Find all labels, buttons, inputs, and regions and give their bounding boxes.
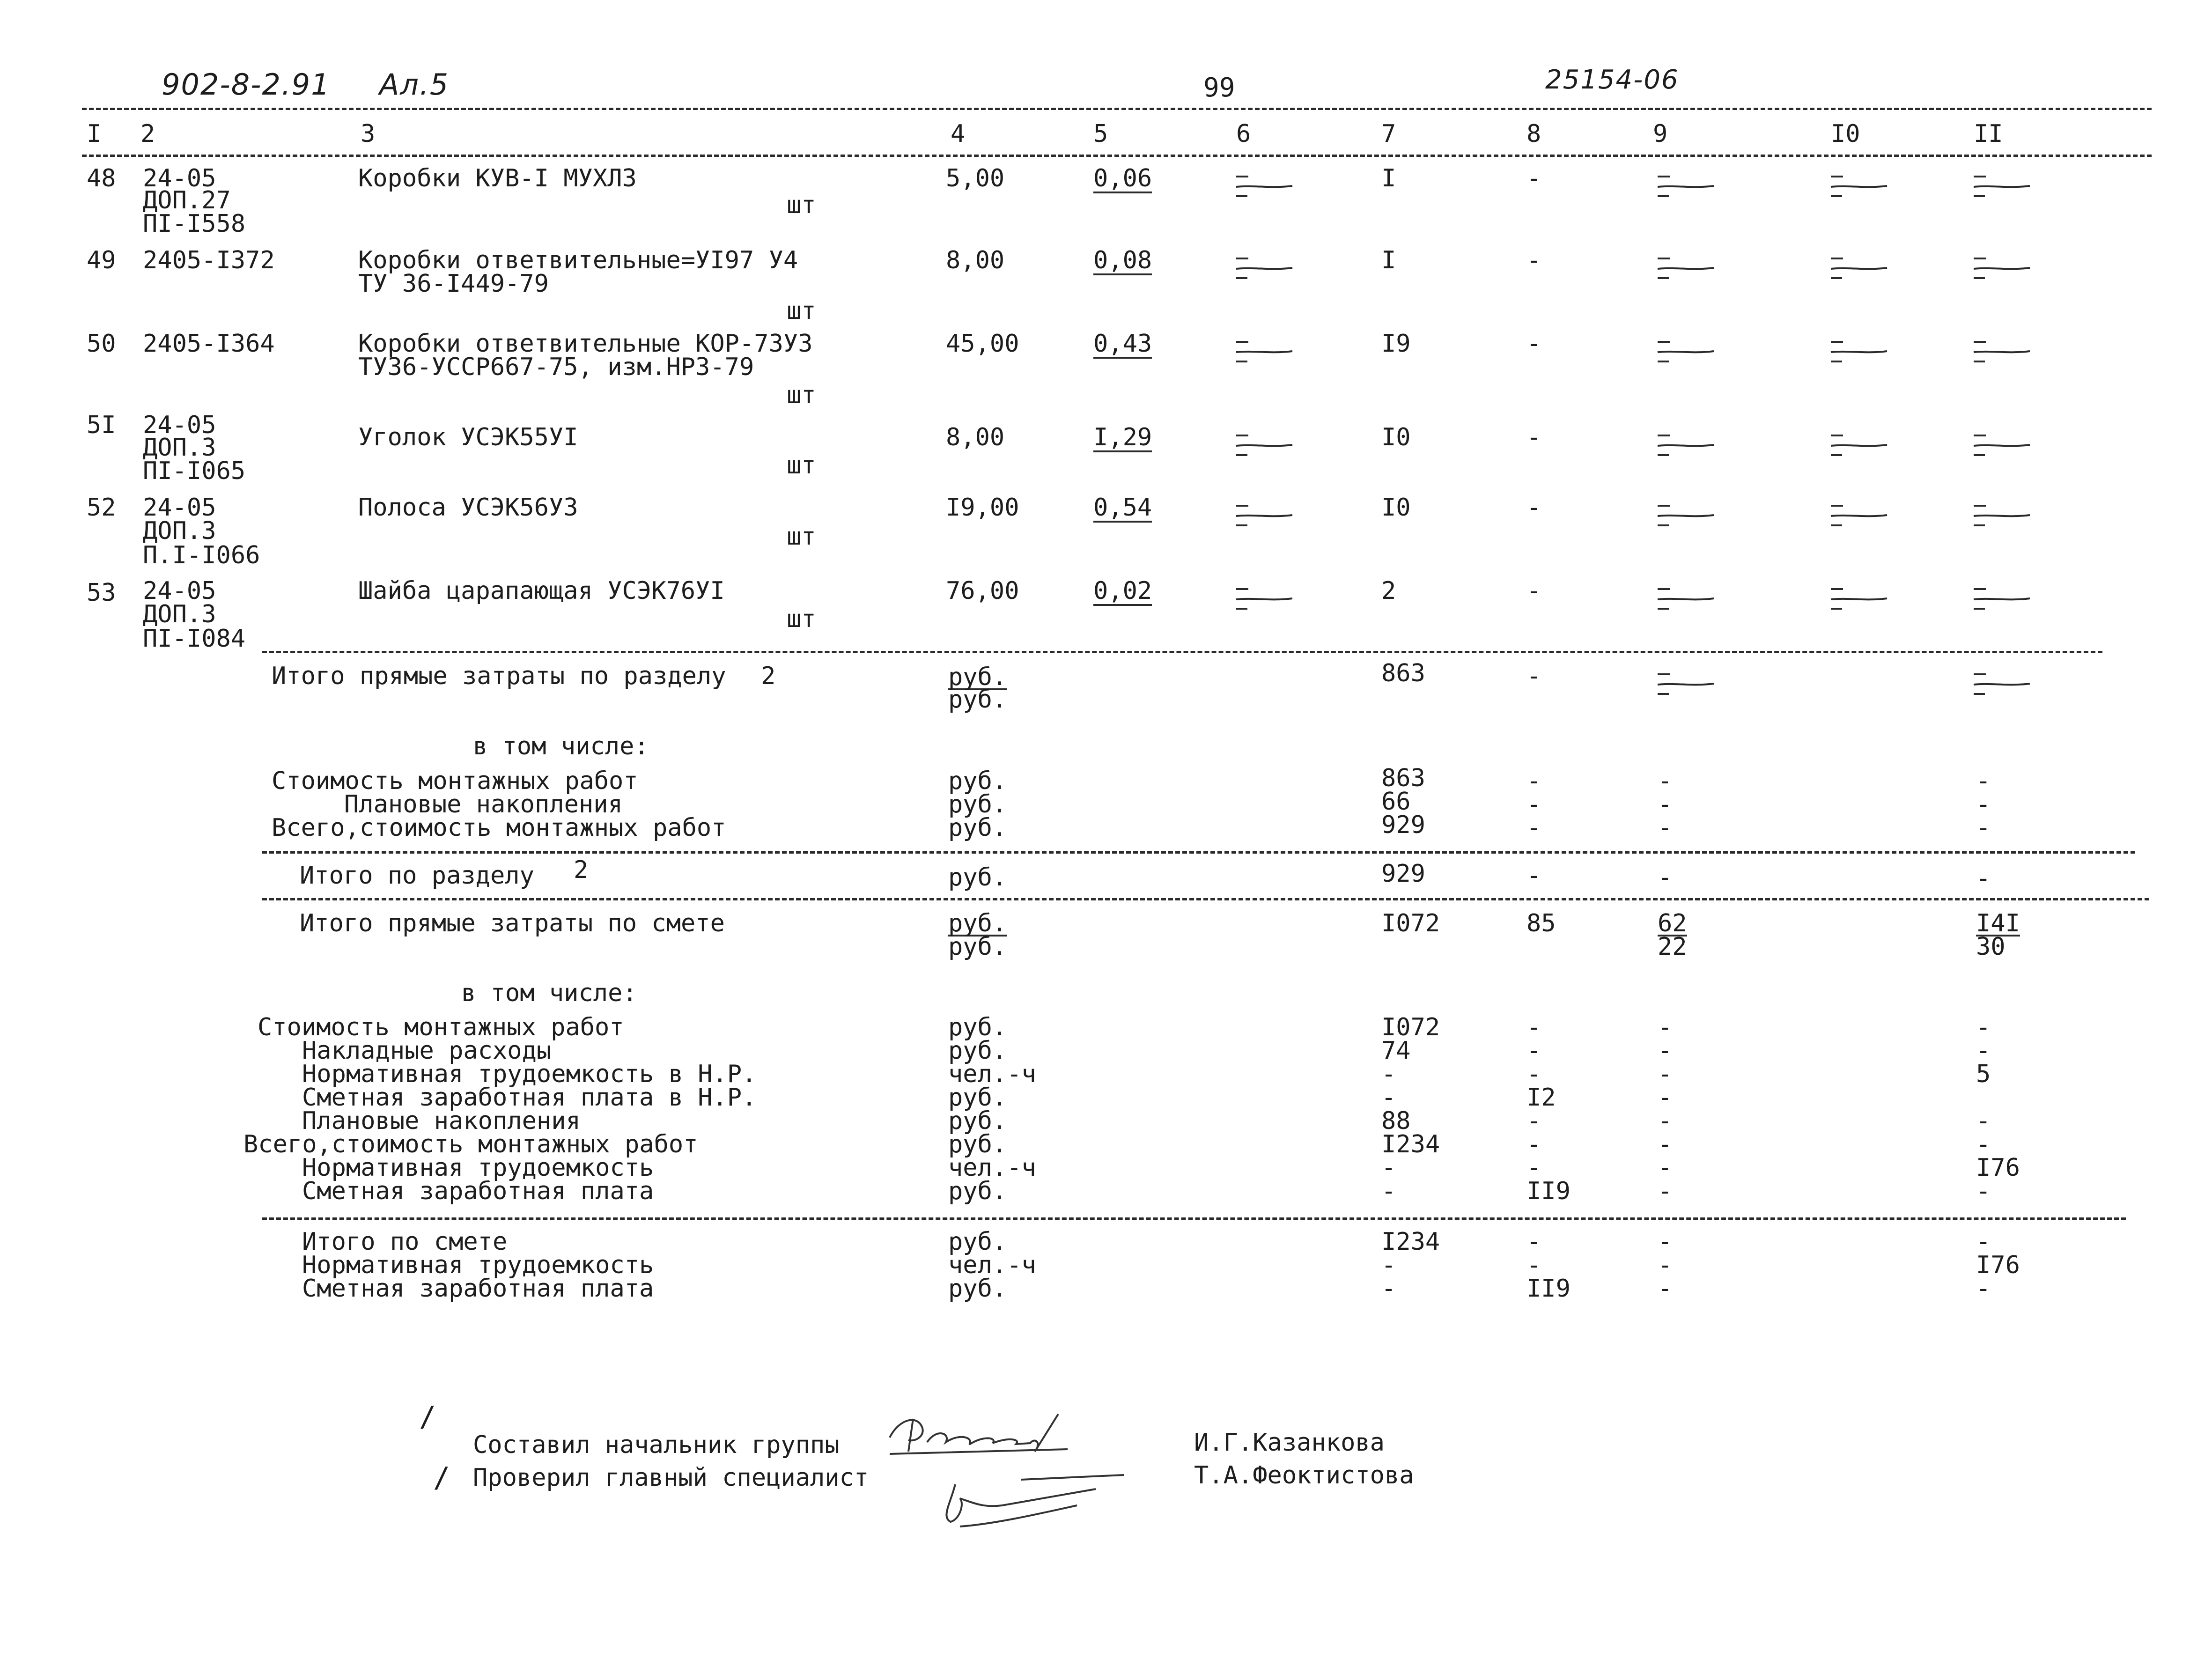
row-code: 2405-I372	[143, 246, 275, 274]
estimate-direct-col11: 30	[1976, 933, 2006, 961]
ditto-mark	[1831, 177, 1887, 196]
estimate-direct-col11: I4I	[1976, 909, 2020, 937]
row-code: ДОП.27	[143, 186, 231, 214]
summary-col8: II9	[1526, 1177, 1571, 1205]
summary-col9: -	[1658, 1251, 1673, 1279]
breakdown-col8: -	[1526, 814, 1541, 842]
summary-col11: I76	[1976, 1154, 2020, 1182]
row-name: ТУ36-УССР667-75, изм.НРЗ-79	[358, 353, 754, 381]
album-number: Ал.5	[379, 67, 450, 102]
estimate-rule	[262, 898, 2149, 900]
summary-col11: -	[1976, 1130, 1991, 1158]
col-head-11: II	[1974, 120, 2003, 148]
summary-col11: -	[1976, 1107, 1991, 1135]
row-code: ДОП.3	[143, 517, 216, 545]
row-col8: -	[1526, 330, 1541, 358]
row-code: ПI-I065	[143, 457, 246, 485]
breakdown-label: Всего,стоимость монтажных работ	[272, 814, 726, 842]
summary-col11: 5	[1976, 1060, 1991, 1088]
signature-role-compiled: Составил начальник группы	[473, 1431, 840, 1459]
archive-stamp: 25154-06	[1545, 65, 1679, 95]
ditto-mark	[1974, 177, 2030, 196]
row-price: 76,00	[946, 577, 1019, 605]
summary-col7: I234	[1381, 1130, 1440, 1158]
ditto-mark	[1658, 342, 1714, 361]
row-col7: I	[1381, 246, 1396, 274]
summary-col7: -	[1381, 1251, 1396, 1279]
row-number: 48	[87, 164, 116, 192]
row-col5: 0,08	[1093, 246, 1152, 274]
ditto-mark	[1658, 435, 1714, 455]
summary-col8: -	[1526, 1013, 1541, 1041]
section-itogo-label: Итого по разделу	[300, 862, 534, 890]
row-col5: I,29	[1093, 423, 1152, 451]
row-name: Коробки ответвительные=УI97 У4	[358, 246, 798, 274]
row-code: ДОП.3	[143, 600, 216, 628]
col-head-9: 9	[1653, 120, 1668, 148]
summary-unit: руб.	[948, 1084, 1007, 1112]
row-col8: -	[1526, 423, 1541, 451]
ditto-mark	[1658, 674, 1714, 694]
col-head-6: 6	[1236, 120, 1251, 148]
summary-col9: -	[1658, 1060, 1673, 1088]
row-col5: 0,02	[1093, 577, 1152, 605]
row-unit: шт	[787, 297, 816, 325]
ditto-mark	[1831, 589, 1887, 609]
estimate-total-rule	[262, 1217, 2126, 1220]
page-number: 99	[1203, 73, 1235, 103]
summary-col9: -	[1658, 1228, 1673, 1256]
estimate-breakdown-heading: в том числе:	[461, 979, 637, 1007]
estimate-direct-label: Итого прямые затраты по смете	[300, 909, 725, 937]
col-head-2: 2	[140, 120, 155, 148]
summary-label: Всего,стоимость монтажных работ	[243, 1130, 698, 1158]
summary-col9: -	[1658, 1130, 1673, 1158]
summary-col9: -	[1658, 1084, 1673, 1112]
row-col8: -	[1526, 494, 1541, 522]
summary-unit: руб.	[948, 1275, 1007, 1303]
summary-unit: чел.-ч	[948, 1060, 1036, 1088]
summary-col7: -	[1381, 1275, 1396, 1303]
summary-label: Нормативная трудоемкость	[302, 1154, 654, 1182]
row-code: 24-05	[143, 164, 216, 192]
section-itogo-col7: 929	[1381, 860, 1425, 888]
document-code: 902-8-2.91	[162, 67, 331, 102]
section-total-col8: -	[1526, 662, 1541, 690]
summary-label: Накладные расходы	[302, 1037, 552, 1065]
ditto-mark	[1658, 506, 1714, 525]
summary-col11: -	[1976, 1013, 1991, 1041]
summary-col8: I2	[1526, 1084, 1556, 1112]
section-itogo-col8: -	[1526, 862, 1541, 890]
summary-col8: -	[1526, 1037, 1541, 1065]
breakdown-col9: -	[1658, 814, 1673, 842]
summary-label: Сметная заработная плата	[302, 1275, 654, 1303]
section-itogo-col9: -	[1658, 863, 1673, 892]
summary-unit: руб.	[948, 1177, 1007, 1205]
ditto-mark	[1974, 258, 2030, 278]
ditto-mark	[1831, 258, 1887, 278]
row-col7: I0	[1381, 423, 1411, 451]
signature-slash: /	[419, 1401, 436, 1433]
ditto-mark	[1974, 674, 2030, 694]
summary-col11: -	[1976, 1037, 1991, 1065]
row-unit: шт	[787, 605, 816, 633]
ditto-mark	[1236, 435, 1292, 455]
summary-col7: 74	[1381, 1037, 1411, 1065]
col-head-5: 5	[1093, 120, 1108, 148]
row-price: 8,00	[946, 423, 1005, 451]
summary-col7: -	[1381, 1060, 1396, 1088]
summary-col8: -	[1526, 1060, 1541, 1088]
row-number: 53	[87, 579, 116, 607]
estimate-direct-unit: руб.	[948, 933, 1007, 961]
summary-col8: -	[1526, 1228, 1541, 1256]
section-itogo-col11: -	[1976, 864, 1991, 892]
row-code: 24-05	[143, 411, 216, 439]
col-head-3: 3	[361, 120, 376, 148]
summary-label: Нормативная трудоемкость	[302, 1251, 654, 1279]
summary-col7: 88	[1381, 1107, 1411, 1135]
row-price: 5,00	[946, 164, 1005, 192]
row-unit: шт	[787, 381, 816, 409]
ditto-mark	[1236, 506, 1292, 525]
ditto-mark	[1974, 589, 2030, 609]
estimate-direct-col9: 22	[1658, 933, 1687, 961]
col-head-8: 8	[1526, 120, 1541, 148]
breakdown-col11: -	[1976, 790, 1991, 818]
summary-unit: руб.	[948, 1013, 1007, 1041]
row-name: Полоса УСЭК56УЗ	[358, 494, 578, 522]
row-number: 5I	[87, 411, 116, 439]
ditto-mark	[1236, 342, 1292, 361]
row-col7: I9	[1381, 330, 1411, 358]
ditto-mark	[1831, 506, 1887, 525]
ditto-mark	[1236, 258, 1292, 278]
section-total-unit: руб.	[948, 686, 1007, 714]
summary-label: Сметная заработная плата в Н.Р.	[302, 1084, 757, 1112]
summary-col8: II9	[1526, 1275, 1571, 1303]
ditto-mark	[1831, 435, 1887, 455]
summary-col9: -	[1658, 1154, 1673, 1182]
breakdown-label: Плановые накопления	[344, 790, 623, 818]
breakdown-col9: -	[1658, 767, 1673, 795]
row-number: 49	[87, 246, 116, 274]
row-code: ПI-I558	[143, 210, 246, 238]
ditto-mark	[1658, 258, 1714, 278]
col-head-1: I	[87, 120, 102, 148]
ditto-mark	[1236, 589, 1292, 609]
breakdown-col8: -	[1526, 790, 1541, 818]
section-total-unit: руб.	[948, 663, 1007, 691]
summary-unit: чел.-ч	[948, 1251, 1036, 1279]
summary-col9: -	[1658, 1177, 1673, 1205]
ditto-mark	[1236, 177, 1292, 196]
breakdown-col11: -	[1976, 814, 1991, 842]
handwritten-signatures	[880, 1409, 1143, 1531]
row-name: ТУ 36-I449-79	[358, 270, 549, 298]
row-unit: шт	[787, 191, 816, 219]
row-code: 24-05	[143, 577, 216, 605]
row-unit: шт	[787, 451, 816, 479]
summary-col9: -	[1658, 1107, 1673, 1135]
row-price: 45,00	[946, 330, 1019, 358]
summary-label: Сметная заработная плата	[302, 1177, 654, 1205]
signature-slash: /	[433, 1461, 450, 1494]
estimate-direct-unit: руб.	[948, 909, 1007, 937]
breakdown-col7: 66	[1381, 788, 1411, 816]
row-code: П.I-I066	[143, 541, 260, 569]
row-col7: I0	[1381, 494, 1411, 522]
summary-col8: -	[1526, 1130, 1541, 1158]
breakdown-unit: руб.	[948, 814, 1007, 842]
summary-col8: -	[1526, 1251, 1541, 1279]
summary-col9: -	[1658, 1013, 1673, 1041]
signature-name-compiled: И.Г.Казанкова	[1194, 1429, 1385, 1457]
estimate-direct-col8: 85	[1526, 909, 1556, 937]
ditto-mark	[1974, 342, 2030, 361]
row-col5: 0,54	[1093, 494, 1152, 522]
col-head-10: I0	[1831, 120, 1860, 148]
section-breakdown-heading: в том числе:	[473, 732, 649, 760]
estimate-direct-col7: I072	[1381, 909, 1440, 937]
row-number: 52	[87, 494, 116, 522]
breakdown-col7: 863	[1381, 764, 1425, 792]
row-price: 8,00	[946, 246, 1005, 274]
summary-label: Итого по смете	[302, 1228, 508, 1256]
section-rule	[262, 651, 2102, 653]
breakdown-col8: -	[1526, 767, 1541, 795]
summary-unit: руб.	[948, 1107, 1007, 1135]
summary-col7: -	[1381, 1084, 1396, 1112]
row-code: 24-05	[143, 494, 216, 522]
estimate-direct-col9: 62	[1658, 909, 1687, 937]
summary-unit: руб.	[948, 1228, 1007, 1256]
summary-col11: -	[1976, 1275, 1991, 1303]
summary-unit: руб.	[948, 1130, 1007, 1158]
ditto-mark	[1974, 435, 2030, 455]
breakdown-col11: -	[1976, 767, 1991, 795]
ditto-mark	[1831, 342, 1887, 361]
signature-role-checked: Проверил главный специалист	[473, 1464, 869, 1492]
row-col7: I	[1381, 164, 1396, 192]
row-code: ДОП.3	[143, 434, 216, 462]
summary-label: Нормативная трудоемкость в Н.Р.	[302, 1060, 757, 1088]
row-col8: -	[1526, 246, 1541, 274]
summary-label: Стоимость монтажных работ	[258, 1013, 624, 1041]
row-col8: -	[1526, 577, 1541, 605]
row-number: 50	[87, 330, 116, 358]
row-name: Уголок УСЭК55УI	[358, 423, 578, 451]
row-col7: 2	[1381, 577, 1396, 605]
row-col5: 0,06	[1093, 164, 1152, 192]
breakdown-label: Стоимость монтажных работ	[272, 767, 638, 795]
row-name: Шайба царапающая УСЭК76УI	[358, 577, 725, 605]
breakdown-unit: руб.	[948, 790, 1007, 818]
summary-col11: -	[1976, 1228, 1991, 1256]
breakdown-col7: 929	[1381, 811, 1425, 839]
row-price: I9,00	[946, 494, 1019, 522]
ditto-mark	[1658, 177, 1714, 196]
summary-col7: I234	[1381, 1228, 1440, 1256]
row-name: Коробки ответвительные КОР-73УЗ	[358, 330, 813, 358]
breakdown-col9: -	[1658, 790, 1673, 818]
summary-col8: -	[1526, 1107, 1541, 1135]
section-total-number: 2	[761, 662, 776, 690]
breakdown-unit: руб.	[948, 767, 1007, 795]
summary-col9: -	[1658, 1275, 1673, 1303]
row-col5: 0,43	[1093, 330, 1152, 358]
summary-label: Плановые накопления	[302, 1107, 581, 1135]
section-itogo-rule	[262, 851, 2135, 854]
col-head-7: 7	[1381, 120, 1396, 148]
summary-col9: -	[1658, 1037, 1673, 1065]
row-unit: шт	[787, 523, 816, 551]
summary-col11: I76	[1976, 1251, 2020, 1279]
ditto-mark	[1974, 506, 2030, 525]
row-col8: -	[1526, 164, 1541, 192]
signature-name-checked: Т.А.Феоктистова	[1194, 1461, 1414, 1489]
ditto-mark	[1658, 589, 1714, 609]
summary-col11: -	[1976, 1177, 1991, 1205]
summary-col7: -	[1381, 1177, 1396, 1205]
row-code: ПI-I084	[143, 625, 246, 653]
row-code: 2405-I364	[143, 330, 275, 358]
summary-unit: руб.	[948, 1037, 1007, 1065]
section-total-col7: 863	[1381, 659, 1425, 687]
col-head-4: 4	[951, 120, 966, 148]
row-name: Коробки КУВ-I МУХЛЗ	[358, 164, 637, 192]
summary-col7: -	[1381, 1154, 1396, 1182]
section-total-label: Итого прямые затраты по разделу	[272, 662, 726, 690]
section-itogo-number: 2	[574, 856, 589, 884]
summary-unit: чел.-ч	[948, 1154, 1036, 1182]
summary-col8: -	[1526, 1154, 1541, 1182]
section-itogo-unit: руб.	[948, 863, 1007, 892]
summary-col7: I072	[1381, 1013, 1440, 1041]
